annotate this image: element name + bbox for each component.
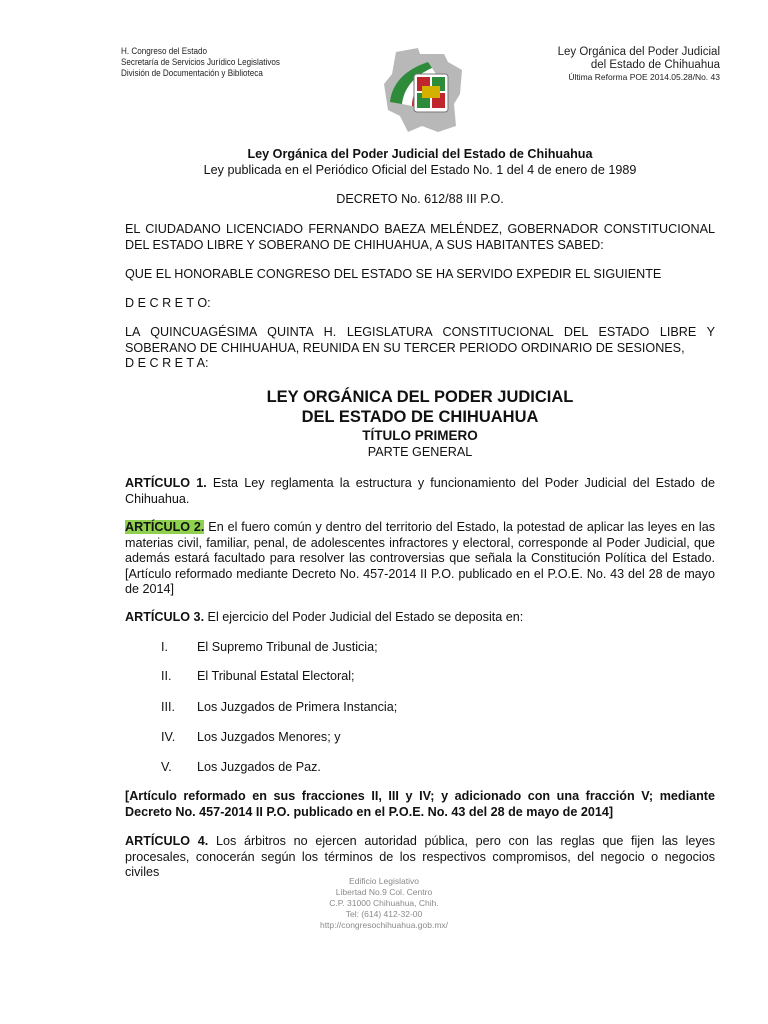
fraction-text: Los Juzgados de Paz.: [197, 760, 321, 774]
fraction-number: III.: [161, 700, 175, 714]
footer-phone: Tel: (614) 412-32-00: [345, 909, 423, 919]
article-2-label-highlighted: ARTÍCULO 2.: [125, 520, 205, 534]
legislature-paragraph: LA QUINCUAGÉSIMA QUINTA H. LEGISLATURA CONSTITUCIONAL DEL ESTADO LIBRE Y SOBERANO DE CHIHUAHUA, REUNIDA EN SU TERCER PERIODO ORDINARIO DE SESIONES,: [125, 325, 715, 355]
chihuahua-state-congress-seal-icon: [378, 44, 464, 136]
decree-number: DECRETO No. 612/88 III P.O.: [336, 192, 504, 206]
article-3-text: El ejercicio del Poder Judicial del Estado se deposita en:: [204, 610, 524, 624]
header-institution: [121, 46, 280, 79]
document-title: Ley Orgánica del Poder Judicial del Estado de Chihuahua: [247, 147, 593, 161]
fraction-text: El Tribunal Estatal Electoral;: [197, 669, 355, 683]
law-title-line1: LEY ORGÁNICA DEL PODER JUDICIAL: [266, 388, 574, 406]
fraction-item: [125, 640, 715, 656]
footer-building: Edificio Legislativo: [349, 876, 419, 886]
intro-paragraph: EL CIUDADANO LICENCIADO FERNANDO BAEZA MELÉNDEZ, GOBERNADOR CONSTITUCIONAL DEL ESTADO LIBRE Y SOBERANO DE CHIHUAHUA, A SUS HABITANTES SABED:: [125, 222, 715, 252]
footer-postal: C.P. 31000 Chihuahua, Chih.: [329, 898, 439, 908]
fraction-number: IV.: [161, 730, 176, 744]
header-law-reference: [558, 46, 720, 83]
header-right-line2: del Estado de Chihuahua: [590, 59, 720, 71]
parte-heading: PARTE GENERAL: [367, 445, 473, 459]
law-title-line2: DEL ESTADO DE CHIHUAHUA: [301, 408, 539, 426]
fraction-item: [125, 760, 715, 776]
article-1-text: Esta Ley reglamenta la estructura y funcionamiento del Poder Judicial del Estado de Chihuahua.: [125, 476, 715, 506]
publication-note: Ley publicada en el Periódico Oficial del Estado No. 1 del 4 de enero de 1989: [203, 163, 637, 177]
fraction-item: [125, 669, 715, 685]
fraction-text: Los Juzgados Menores; y: [197, 730, 341, 744]
congress-paragraph: QUE EL HONORABLE CONGRESO DEL ESTADO SE HA SERVIDO EXPEDIR EL SIGUIENTE: [125, 267, 662, 281]
footer-url: http://congresochihuahua.gob.mx/: [319, 920, 449, 930]
fraction-number: V.: [161, 760, 172, 774]
reform-note: [Artículo reformado en sus fracciones II, III y IV; y adicionado con una fracción V; mediante Decreto No. 457-2014 II P.O. publicado en el P.O.E. No. 43 del 28 de mayo de 2014]: [125, 789, 715, 819]
header-left-line: H. Congreso del Estado: [121, 46, 208, 56]
header-left-line: División de Documentación y Biblioteca: [121, 68, 263, 78]
fraction-item: [125, 700, 715, 716]
fraction-item: [125, 730, 715, 746]
footer-address: Libertad No.9 Col. Centro: [335, 887, 433, 897]
titulo-heading: TÍTULO PRIMERO: [362, 428, 478, 443]
article-4-text: Los árbitros no ejercen autoridad pública, pero con las reglas que fijen las leyes procesales, conocerán según los términos de los respectivos compromisos, del negocio o negocios civiles: [125, 834, 716, 879]
article-4-label: ARTÍCULO 4.: [125, 834, 209, 848]
article-3-label: ARTÍCULO 3.: [125, 610, 205, 624]
header-left-line: Secretaría de Servicios Jurídico Legislativos: [121, 57, 280, 67]
article-2-text: En el fuero común y dentro del territorio del Estado, la potestad de aplicar las leyes en las materias civil, familiar, penal, de adolescentes infractores y electoral, corresponde al Poder Judicial, que además estará facultado para resolver las controversias que señala la Constitución Política del Estado. [Artículo reformado mediante Decreto No. 457-2014 II P.O. publicado en el P.O.E. No. 43 del 28 de mayo de 2014]: [125, 520, 715, 596]
article-4: [125, 834, 715, 881]
fraction-text: El Supremo Tribunal de Justicia;: [197, 640, 378, 654]
article-2: [125, 520, 715, 598]
article-1-label: ARTÍCULO 1.: [125, 476, 207, 490]
fraction-text: Los Juzgados de Primera Instancia;: [197, 700, 398, 714]
page-footer: [0, 876, 768, 931]
header-last-reform: Última Reforma POE 2014.05.28/No. 43: [568, 72, 720, 82]
fraction-number: II.: [161, 669, 172, 683]
article-1: [125, 476, 715, 507]
decreto-label: D E C R E T O:: [125, 296, 211, 310]
decreta-label: D E C R E T A:: [125, 356, 209, 370]
article-3: [125, 610, 715, 626]
header-right-line1: Ley Orgánica del Poder Judicial: [557, 46, 720, 58]
fraction-number: I.: [161, 640, 168, 654]
